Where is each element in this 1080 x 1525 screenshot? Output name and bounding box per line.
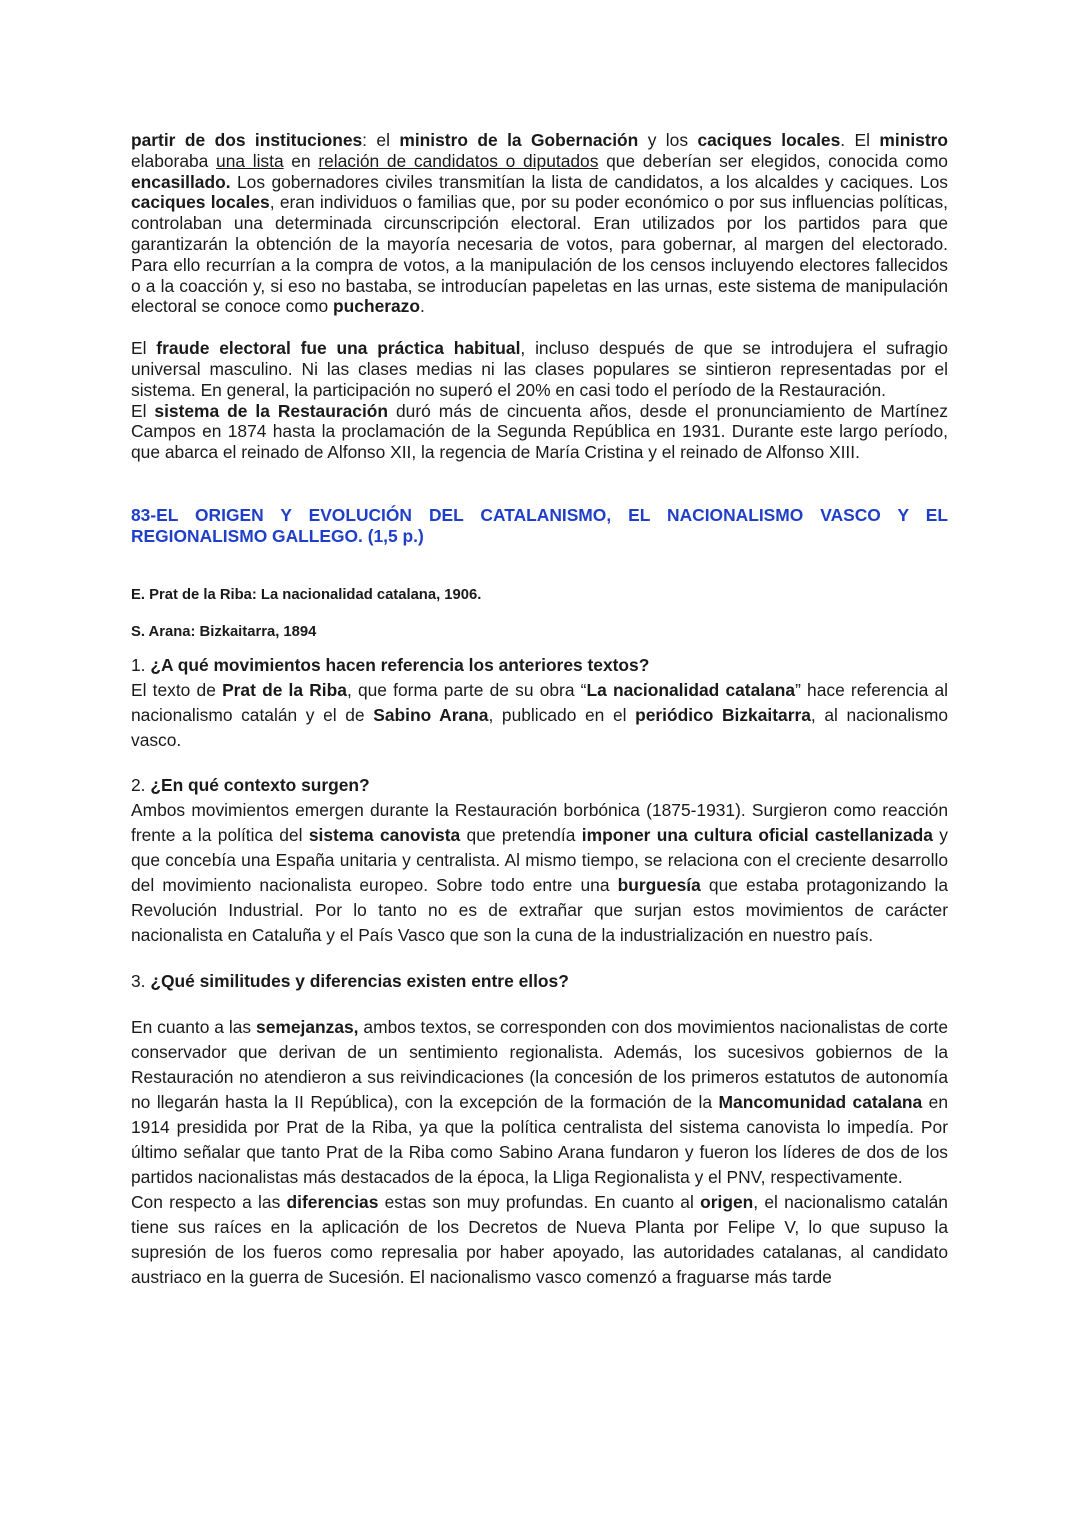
bold-run: ministro: [879, 130, 949, 150]
text-run: En cuanto a las: [131, 1016, 257, 1037]
bold-run: imponer una cultura oficial castellanizada: [581, 824, 933, 845]
text-run: elaboraba: [131, 150, 217, 171]
text-run: que deberían ser elegidos, conocida como: [598, 150, 948, 171]
text-run: . El: [840, 130, 880, 150]
answer-1: [131, 678, 948, 753]
spacer: [131, 605, 948, 622]
question-text: ¿Qué similitudes y diferencias existen entre ellos?: [150, 970, 569, 991]
spacer: [131, 948, 948, 969]
text-run: y que concebía una España unitaria y centralista. Al mismo tiempo, se relaciona con el creciente desarrollo del movimiento nacionalista europeo. Sobre todo entre una: [131, 824, 948, 895]
answer-3-diferencias: [131, 1190, 948, 1290]
spacer: [131, 463, 948, 505]
question-1: [131, 653, 948, 678]
bold-run: La nacionalidad catalana: [586, 679, 796, 700]
text-run: , que forma parte de su obra “: [346, 679, 587, 700]
bold-run: encasillado.: [131, 171, 231, 192]
bold-run: origen: [700, 1191, 754, 1212]
underlined-run: una lista: [216, 150, 284, 171]
bold-run: sistema de la Restauración: [154, 400, 389, 421]
text-run: Los gobernadores civiles transmitían la lista de candidatos, a los alcaldes y caciques. Los: [230, 171, 948, 192]
bold-run: fraude electoral fue una práctica habitual: [156, 338, 521, 359]
question-2: [131, 773, 948, 798]
question-3: [131, 969, 948, 994]
bold-run: pucherazo: [333, 296, 421, 317]
text-run: , al nacionalismo vasco.: [131, 704, 949, 750]
source-prat-de-la-riba: E. Prat de la Riba: La nacionalidad catalana, 1906.: [131, 586, 482, 603]
text-run: El: [131, 400, 155, 421]
bold-run: Mancomunidad catalana: [718, 1091, 923, 1112]
spacer: [131, 547, 948, 585]
underlined-run: relación de candidatos o diputados: [318, 150, 599, 171]
text-run: El: [131, 338, 157, 359]
text-run: ” hace referencia al nacionalismo catalán y el de: [131, 679, 948, 725]
bold-run: periódico Bizkaitarra: [635, 704, 811, 725]
text-run: , eran individuos o familias que, por su poder económico o por sus influencias políticas, controlaban una determinada circunscripción electoral. Eran utilizados por los partidos para que garantizarán la obtención de la mayoría necesaria de votos, para gobernar, al margen del electorado. Para ello recurrían a la compra de votos, a la manipulación de los censos incluyendo electores fallecidos o a la coacción y, si eso no bastaba, se introducían papeletas en las urnas, este sistema de manipulación electoral se conoce como: [131, 192, 948, 317]
question-text: ¿En qué contexto surgen?: [150, 774, 370, 795]
bold-run: caciques locales: [697, 130, 841, 150]
question-number: 3.: [131, 970, 151, 991]
bold-run: burguesía: [617, 874, 701, 895]
text-run: .: [420, 296, 425, 317]
question-number: 1.: [131, 654, 151, 675]
text-run: , el nacionalismo catalán tiene sus raíces en la aplicación de los Decretos de Nueva Planta por Felipe V, lo que supuso la supresión de los fueros como represalia por haber apoyado, las autoridades catalanas, al candidato austriaco en la guerra de Sucesión. El nacionalismo vasco comenzó a fraguarse más tarde: [131, 1191, 948, 1287]
bold-run: caciques locales: [131, 192, 270, 213]
text-run: Con respecto a las: [131, 1191, 287, 1212]
bold-run: sistema canovista: [308, 824, 461, 845]
text-run: duró más de cincuenta años, desde el pronunciamiento de Martínez Campos en 1874 hasta la proclamación de la Segunda República en 1931. Durante este largo período, que abarca el reinado de Alfonso XII, la regencia de María Cristina y el reinado de Alfonso XIII.: [131, 400, 949, 463]
answer-3-semejanzas: [131, 1015, 948, 1190]
answer-2: [131, 798, 948, 948]
paragraph-fraude-electoral: [131, 338, 948, 400]
text-run: El texto de: [131, 679, 223, 700]
text-run: : el: [362, 130, 400, 150]
paragraph-caciquismo: [131, 130, 948, 317]
bold-run: Prat de la Riba: [222, 679, 347, 700]
text-run: que pretendía: [460, 824, 582, 845]
paragraph-sistema-restauracion: [131, 401, 948, 463]
text-run: estas son muy profundas. En cuanto al: [378, 1191, 701, 1212]
text-run: en 1914 presidida por Prat de la Riba, ya que la política centralista del sistema canovista lo impedía. Por último señalar que tanto Prat de la Riba como Sabino Arana fundaron y fueron los líderes de dos de los partidos nacionalistas más destacados de la época, la Lliga Regionalista y el PNV, respectivamente.: [131, 1091, 948, 1187]
spacer: [131, 753, 948, 773]
spacer: [131, 994, 948, 1015]
spacer: [131, 317, 948, 338]
bold-run: diferencias: [286, 1191, 379, 1212]
spacer: [131, 642, 948, 653]
question-number: 2.: [131, 774, 151, 795]
text-run: y los: [638, 130, 698, 150]
text-run: ambos textos, se corresponden con dos movimientos nacionalistas de corte conservador que derivan de un sentimiento regionalista. Además, los sucesivos gobiernos de la Restauración no atendieron a sus reivindicaciones (la concesión de los primeros estatutos de autonomía no llegarán hasta la II República), con la excepción de la formación de la: [131, 1016, 948, 1112]
bold-run: Sabino Arana: [373, 704, 489, 725]
text-run: en: [283, 150, 319, 171]
text-run: , incluso después de que se introdujera el sufragio universal masculino. Ni las clases medias ni las clases populares se sintieron representadas por el sistema. En general, la participación no superó el 20% en casi todo el período de la Restauración.: [131, 338, 948, 400]
text-run: Ambos movimientos emergen durante la Restauración borbónica (1875-1931). Surgieron como reacción frente a la política del: [131, 799, 948, 845]
question-text: ¿A qué movimientos hacen referencia los anteriores textos?: [150, 654, 650, 675]
section-title: 83-EL ORIGEN Y EVOLUCIÓN DEL CATALANISMO, EL NACIONALISMO VASCO Y EL REGIONALISMO GALLEGO. (1,5 p.): [131, 504, 948, 546]
bold-run: semejanzas,: [256, 1016, 359, 1037]
text-run: que estaba protagonizando la Revolución Industrial. Por lo tanto no es de extrañar que surjan estos movimientos de carácter nacionalista en Cataluña y el País Vasco que son la cuna de la industrialización en nuestro país.: [131, 874, 948, 945]
bold-run: partir de dos instituciones: [131, 130, 363, 150]
text-run: , publicado en el: [488, 704, 636, 725]
document-page: [131, 130, 948, 1290]
source-sabino-arana: S. Arana: Bizkaitarra, 1894: [131, 623, 317, 640]
bold-run: ministro de la Gobernación: [399, 130, 639, 150]
